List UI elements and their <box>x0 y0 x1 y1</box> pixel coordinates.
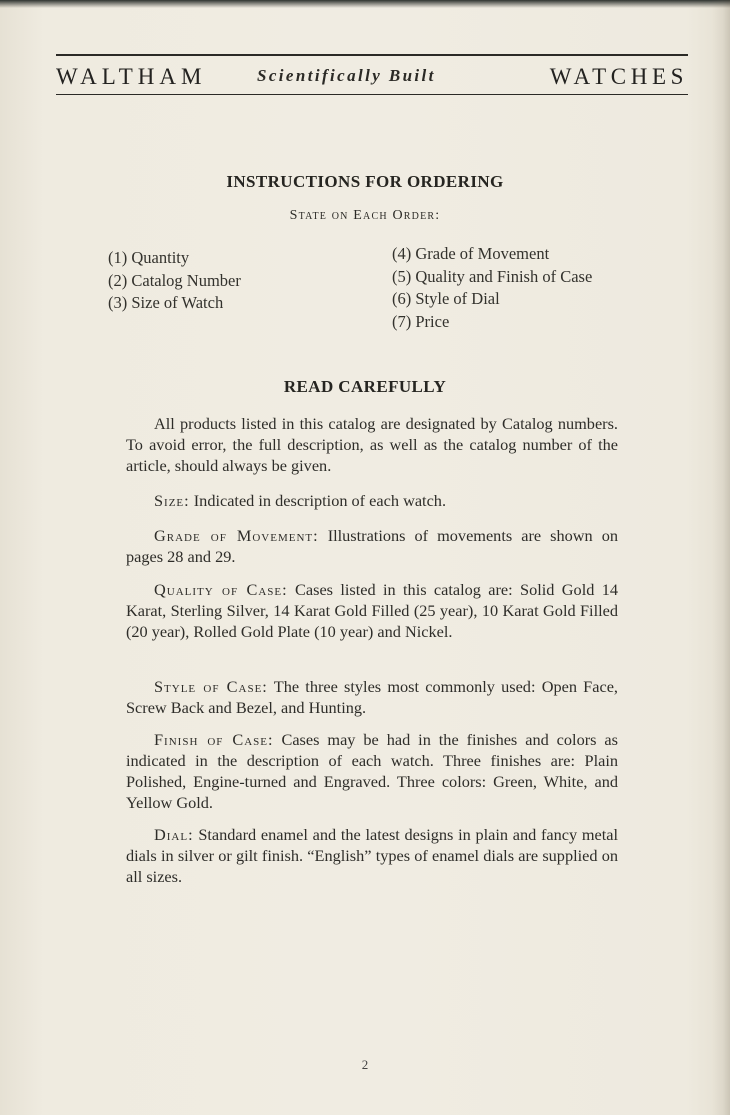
quality-paragraph <box>126 579 618 642</box>
dial-paragraph <box>126 824 618 887</box>
order-list-right <box>392 243 592 333</box>
grade-text: Illustrations of movements are shown on pages 28 and 29. <box>126 526 618 566</box>
finish-paragraph <box>126 729 618 813</box>
grade-paragraph <box>126 525 618 567</box>
grade-lead: Grade of Movement: <box>154 526 319 545</box>
order-list-left <box>108 247 241 315</box>
style-text: The three styles most commonly used: Open Face, Screw Back and Bezel, and Hunting. <box>126 677 618 717</box>
page-number: 2 <box>361 1057 369 1072</box>
page-top-edge <box>0 0 730 8</box>
list-item: (5) Quality and Finish of Case <box>392 266 593 286</box>
dial-text: Standard enamel and the latest designs in plain and fancy metal dials in silver or gilt finish. “English” types of enamel dials are supplied on all sizes. <box>126 825 618 886</box>
quality-lead: Quality of Case: <box>154 580 288 599</box>
style-paragraph <box>126 676 618 718</box>
header-brand: WALTHAM <box>56 64 207 89</box>
finish-text: Cases may be had in the finishes and colors as indicated in the description of each watch. Three finishes are: Plain Polished, Engine-turned and Engraved. Three colors: Green, White, and Yellow Gold. <box>126 730 618 812</box>
intro-paragraph: All products listed in this catalog are designated by Catalog numbers. To avoid error, the full description, as well as the catalog number of the article, should always be given. <box>126 414 618 475</box>
header-product: WATCHES <box>549 64 688 89</box>
list-item: (7) Price <box>392 311 450 331</box>
instructions-subtitle: State on Each Order: <box>289 208 441 223</box>
list-item: (2) Catalog Number <box>108 270 241 290</box>
list-item: (3) Size of Watch <box>108 293 224 312</box>
size-paragraph <box>126 490 618 511</box>
size-text: Indicated in description of each watch. <box>189 491 447 510</box>
style-lead: Style of Case: <box>154 677 268 696</box>
read-carefully-title: READ CAREFULLY <box>283 377 447 396</box>
list-item: (4) Grade of Movement <box>392 244 550 263</box>
dial-lead: Dial: <box>154 825 194 844</box>
quality-text: Cases listed in this catalog are: Solid Gold 14 Karat, Sterling Silver, 14 Karat Gold Filled (25 year), 10 Karat Gold Filled (20 year), Rolled Gold Plate (10 year) and Nickel. <box>126 580 619 641</box>
page-right-edge <box>712 0 730 1115</box>
header-tagline: Scientifically Built <box>257 66 436 85</box>
instructions-title: INSTRUCTIONS FOR ORDERING <box>226 172 504 191</box>
finish-lead: Finish of Case: <box>154 730 274 749</box>
size-lead: Size: <box>154 491 190 510</box>
running-header <box>56 54 688 95</box>
list-item: (1) Quantity <box>108 248 190 267</box>
list-item: (6) Style of Dial <box>392 289 500 308</box>
